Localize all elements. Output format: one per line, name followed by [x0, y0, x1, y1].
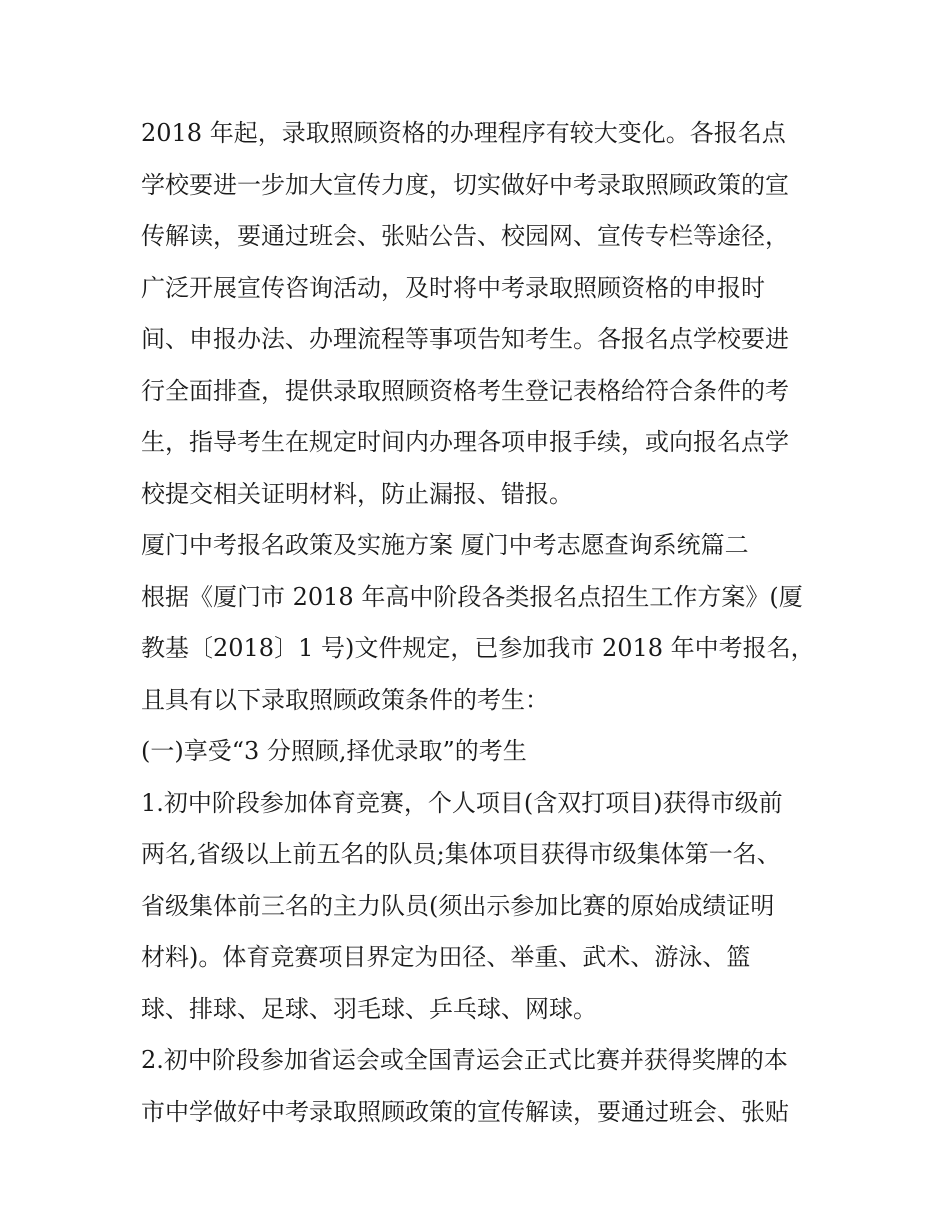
text-line: 学校要进一步加大宣传力度，切实做好中考录取照顾政策的宣	[141, 170, 789, 199]
section-heading: 厦门中考报名政策及实施方案 厦门中考志愿查询系统篇二	[141, 531, 749, 559]
list-item-line: 1.初中阶段参加体育竞赛，个人项目(含双打项目)获得市级前	[141, 788, 783, 817]
text-line: 且具有以下录取照顾政策条件的考生：	[141, 685, 549, 714]
list-item-line: 市中学做好中考录取照顾政策的宣传解读，要通过班会、张贴	[141, 1097, 789, 1126]
text-line: 校提交相关证明材料，防止漏报、错报。	[141, 479, 573, 508]
text-line: 传解读，要通过班会、张贴公告、校园网、宣传专栏等途径，	[141, 222, 789, 250]
list-item-line: 材料)。体育竞赛项目界定为田径、举重、武术、游泳、篮	[141, 943, 751, 971]
text-line: 行全面排查，提供录取照顾资格考生登记表格给符合条件的考	[141, 376, 789, 405]
list-item-line: 球、排球、足球、羽毛球、乒乓球、网球。	[141, 994, 597, 1023]
text-line: 生，指导考生在规定时间内办理各项申报手续，或向报名点学	[141, 428, 789, 456]
text-line: 2018 年起，录取照顾资格的办理程序有较大变化。各报名点	[141, 119, 786, 147]
list-item-line: 两名,省级以上前五名的队员;集体项目获得市级集体第一名、	[141, 840, 781, 868]
subsection-heading: (一)享受“3 分照顾,择优录取”的考生	[141, 737, 527, 765]
text-line: 广泛开展宣传咨询活动，及时将中考录取照顾资格的申报时	[141, 273, 765, 302]
list-item-line: 2.初中阶段参加省运会或全国青运会正式比赛并获得奖牌的本	[141, 1046, 788, 1074]
document-body	[141, 108, 831, 1138]
text-line: 教基〔2018〕1 号)文件规定，已参加我市 2018 年中考报名，	[141, 634, 815, 662]
list-item-line: 省级集体前三名的主力队员(须出示参加比赛的原始成绩证明	[141, 891, 775, 920]
text-line: 间、申报办法、办理流程等事项告知考生。各报名点学校要进	[141, 325, 789, 353]
text-line: 根据《厦门市 2018 年高中阶段各类报名点招生工作方案》(厦	[141, 582, 803, 611]
